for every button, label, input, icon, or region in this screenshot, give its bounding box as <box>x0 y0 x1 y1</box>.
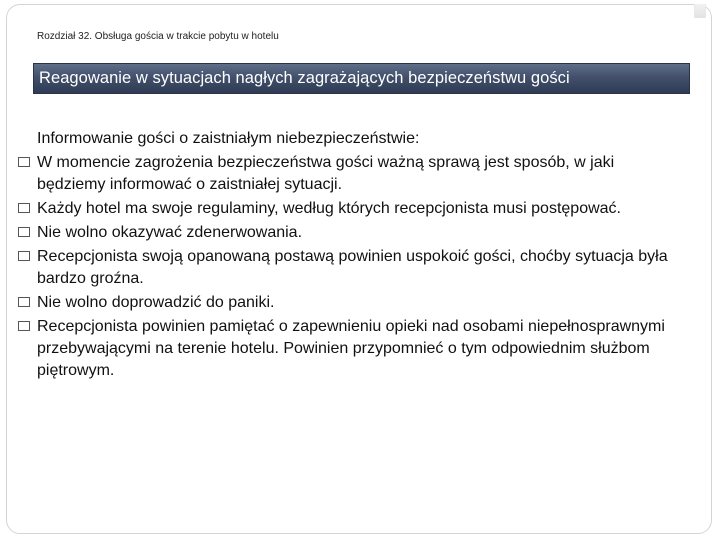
bullet-text: Każdy hotel ma swoje regulaminy, według których recepcjonista musi postępować. <box>37 200 621 217</box>
slide-title: Reagowanie w sytuacjach nagłych zagrażających bezpieczeństwu gości <box>39 69 570 87</box>
bullet-text: Recepcjonista powinien pamiętać o zapewnieniu opieki nad osobami niepełnosprawnymi przebywającymi na terenie hotelu. Powinien przypomnieć o tym odpowiednim służbom piętrowym. <box>37 318 665 379</box>
square-bullet-icon <box>18 227 30 237</box>
subheading: Informowanie gości o zaistniałym niebezpieczeństwie: <box>37 130 420 147</box>
corner-decoration <box>694 4 706 18</box>
bullet-item <box>18 316 690 382</box>
square-bullet-icon <box>18 297 30 307</box>
slide-content <box>18 128 690 384</box>
bullet-item <box>18 246 690 290</box>
bullet-item <box>18 152 690 196</box>
square-bullet-icon <box>18 203 30 213</box>
bullet-item <box>18 198 690 220</box>
bullet-item <box>18 222 690 244</box>
bullet-text: Nie wolno doprowadzić do paniki. <box>37 294 275 311</box>
title-bar <box>33 63 690 94</box>
square-bullet-icon <box>18 321 30 331</box>
square-bullet-icon <box>18 251 30 261</box>
square-bullet-icon <box>18 157 30 167</box>
bullet-item <box>18 292 690 314</box>
bullet-text: Recepcjonista swoją opanowaną postawą powinien uspokoić gości, choćby sytuacja była bardzo groźna. <box>37 248 668 287</box>
chapter-header: Rozdział 32. Obsługa gościa w trakcie pobytu w hotelu <box>37 31 279 42</box>
bullet-text: W momencie zagrożenia bezpieczeństwa gości ważną sprawą jest sposób, w jaki będziemy informować o zaistniałej sytuacji. <box>37 154 615 193</box>
bullet-text: Nie wolno okazywać zdenerwowania. <box>37 224 303 241</box>
